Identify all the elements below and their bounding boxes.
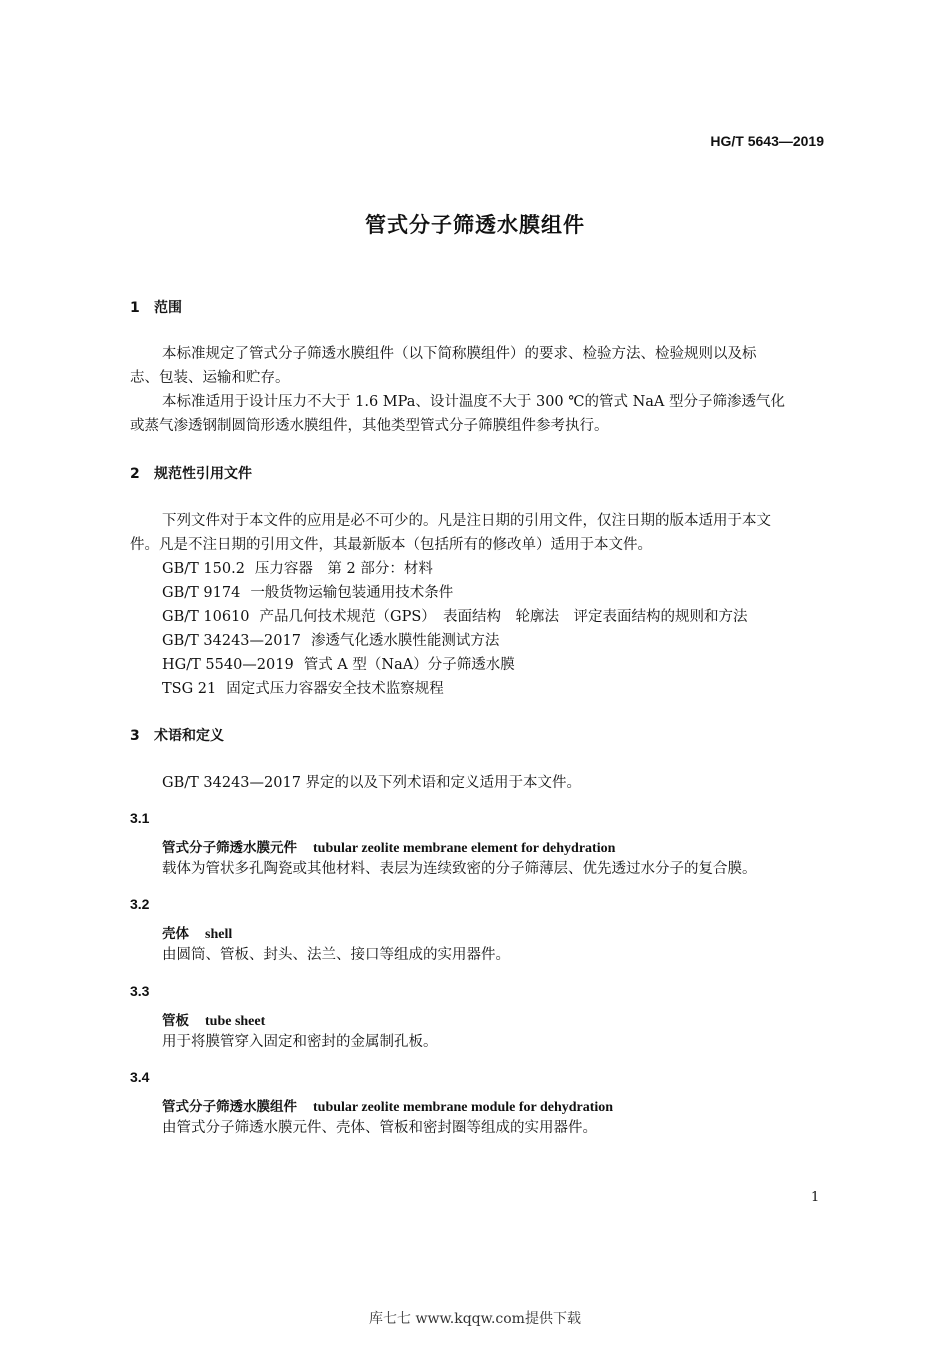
scope-paragraph-1-line-1: 本标准规定了管式分子筛透水膜组件（以下简称膜组件）的要求、检验方法、检验规则以及标 — [162, 346, 757, 362]
reference-code: TSG 21 — [162, 681, 217, 697]
section-3-heading — [130, 725, 224, 745]
reference-title: 渗透气化透水膜性能测试方法 — [310, 633, 500, 649]
standard-code: HG/T 5643—2019 — [710, 133, 824, 149]
term-en: tubular zeolite membrane element for dehydration — [313, 841, 616, 856]
reference-code: GB/T 9174 — [162, 585, 241, 601]
section-number: 1 — [130, 300, 140, 316]
term-number: 3.4 — [130, 1069, 150, 1085]
reference-item — [162, 653, 515, 677]
section-1-heading — [130, 297, 182, 317]
term-definition: 用于将膜管穿入固定和密封的金属制孔板。 — [162, 1034, 438, 1050]
references-intro-line-2: 件。凡是不注日期的引用文件，其最新版本（包括所有的修改单）适用于本文件。 — [130, 537, 652, 553]
reference-item — [162, 557, 433, 581]
reference-item — [162, 629, 499, 653]
reference-title: 压力容器 第 2 部分：材料 — [254, 561, 433, 577]
term-en: tubular zeolite membrane module for dehydration — [313, 1100, 614, 1115]
term-number: 3.1 — [130, 810, 150, 826]
term-title — [162, 1095, 613, 1116]
reference-title: 固定式压力容器安全技术监察规程 — [226, 681, 444, 697]
term-en: tube sheet — [205, 1014, 266, 1029]
section-title: 术语和定义 — [154, 728, 224, 744]
document-title: 管式分子筛透水膜组件 — [365, 213, 585, 237]
reference-code: GB/T 10610 — [162, 609, 250, 625]
page-number: 1 — [811, 1190, 820, 1205]
section-title: 规范性引用文件 — [154, 466, 252, 482]
terms-intro: GB/T 34243—2017 界定的以及下列术语和定义适用于本文件。 — [162, 775, 582, 791]
term-number: 3.3 — [130, 983, 150, 999]
scope-paragraph-2-line-2: 或蒸气渗透钢制圆筒形透水膜组件，其他类型管式分子筛膜组件参考执行。 — [130, 418, 609, 434]
scope-paragraph-1-line-2: 志、包装、运输和贮存。 — [130, 370, 290, 386]
reference-title: 管式 A 型（NaA）分子筛透水膜 — [303, 657, 515, 673]
term-zh: 管式分子筛透水膜组件 — [162, 1099, 297, 1115]
reference-title: 产品几何技术规范（GPS） 表面结构 轮廓法 评定表面结构的规则和方法 — [259, 609, 748, 625]
term-definition: 载体为管状多孔陶瓷或其他材料、表层为连续致密的分子筛薄层、优先透过水分子的复合膜。 — [162, 861, 757, 877]
section-number: 2 — [130, 466, 140, 482]
term-definition: 由圆筒、管板、封头、法兰、接口等组成的实用器件。 — [162, 947, 510, 963]
reference-item — [162, 581, 453, 605]
reference-title: 一般货物运输包装通用技术条件 — [250, 585, 454, 601]
reference-item — [162, 677, 444, 701]
download-footer: 库七七 www.kqqw.com提供下载 — [369, 1311, 581, 1327]
section-title: 范围 — [154, 300, 182, 316]
term-definition: 由管式分子筛透水膜元件、壳体、管板和密封圈等组成的实用器件。 — [162, 1120, 597, 1136]
term-zh: 壳体 — [162, 926, 189, 942]
term-title — [162, 922, 232, 943]
section-2-heading — [130, 463, 252, 483]
term-number: 3.2 — [130, 896, 150, 912]
term-en: shell — [205, 927, 233, 942]
scope-paragraph-2-line-1: 本标准适用于设计压力不大于 1.6 MPa、设计温度不大于 300 ℃的管式 NaA 型分子筛渗透气化 — [162, 394, 786, 410]
reference-code: GB/T 34243—2017 — [162, 633, 301, 649]
references-intro-line-1: 下列文件对于本文件的应用是必不可少的。凡是注日期的引用文件，仅注日期的版本适用于本文 — [162, 513, 771, 529]
reference-code: GB/T 150.2 — [162, 561, 245, 577]
term-title — [162, 1009, 265, 1030]
reference-item — [162, 605, 748, 629]
term-zh: 管板 — [162, 1013, 189, 1029]
reference-code: HG/T 5540—2019 — [162, 657, 294, 673]
section-number: 3 — [130, 728, 140, 744]
term-zh: 管式分子筛透水膜元件 — [162, 840, 297, 856]
term-title — [162, 836, 615, 857]
